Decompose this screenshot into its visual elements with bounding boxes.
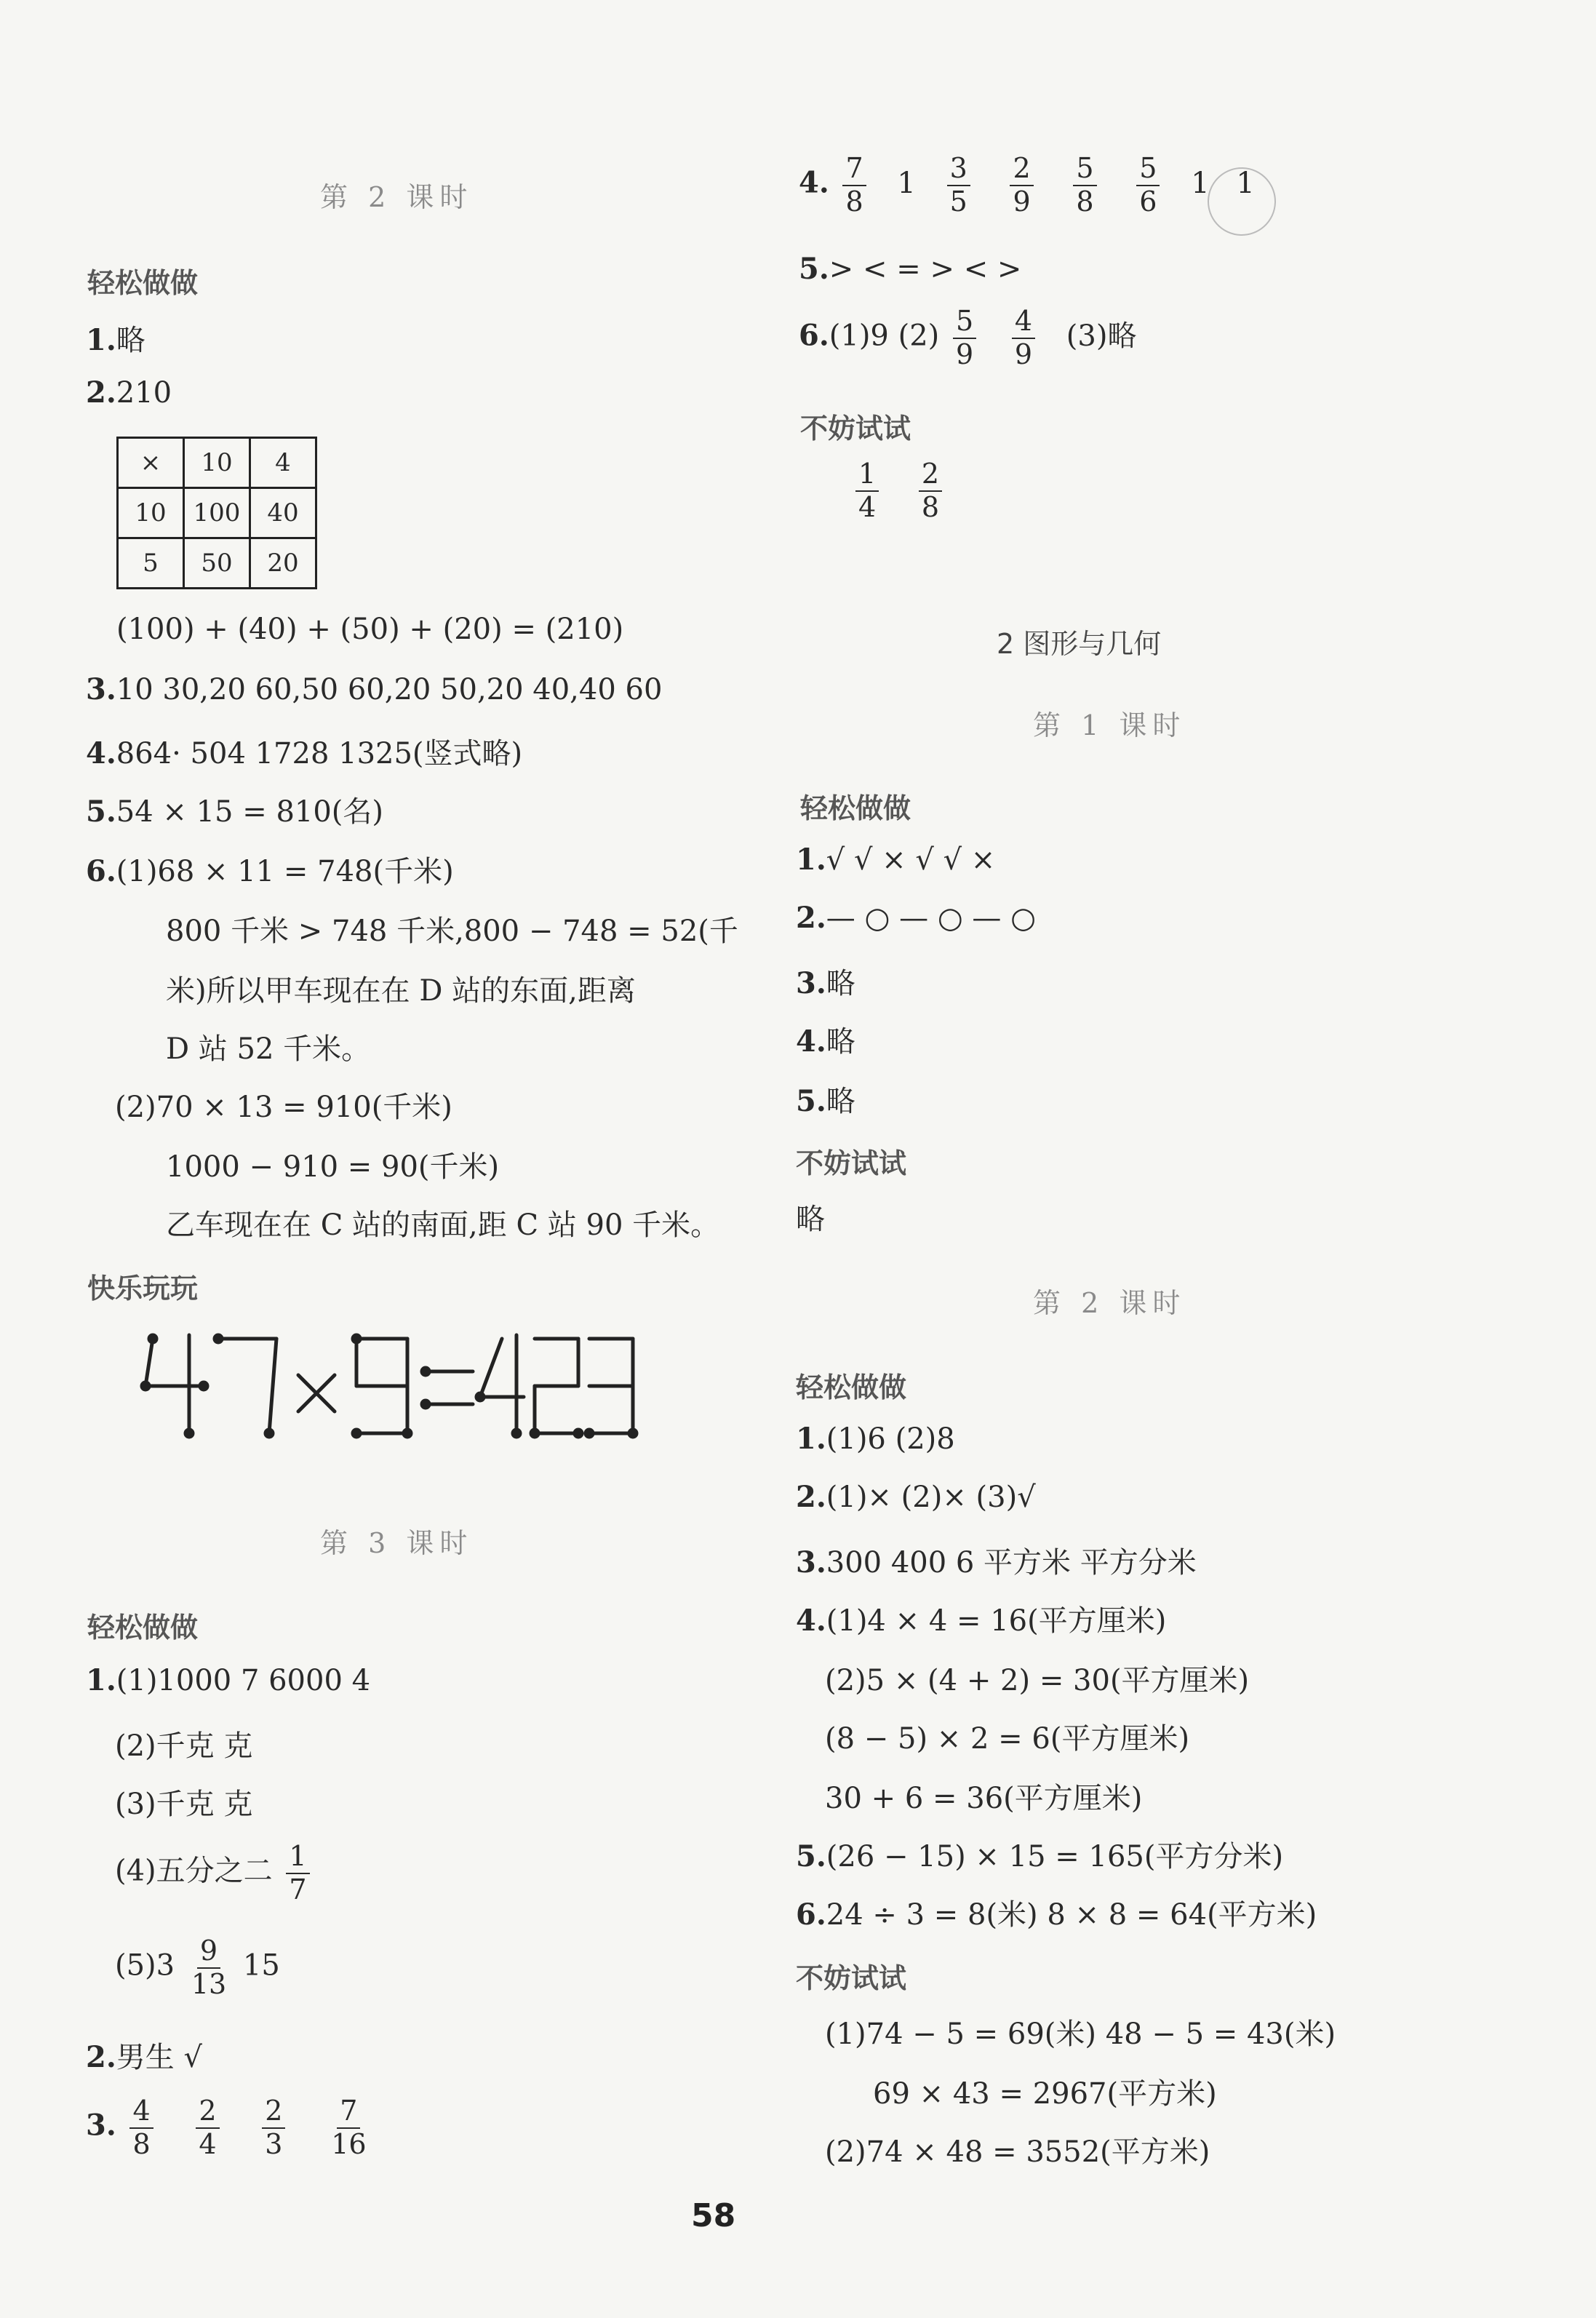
- table-row: 10 100 40: [118, 488, 316, 538]
- area-q4-line3: (8 − 5) × 2 = 6(平方厘米): [825, 1722, 1190, 1756]
- area-q4-line4: 30 + 6 = 36(平方厘米): [825, 1782, 1143, 1815]
- section-easy-practice-2: 轻松做做: [87, 1612, 199, 1644]
- table-row: 5 50 20: [118, 538, 316, 589]
- lesson3-answer-q1-5: (5)3 $\frac{9}{13}$ 15: [115, 1935, 280, 2000]
- lesson-2b-title: 第 2 课时: [1033, 1287, 1186, 1319]
- fraction: $\frac{9}{13}$: [191, 1935, 227, 2000]
- area-q4-line2: (2)5 × (4 + 2) = 30(平方厘米): [825, 1664, 1250, 1697]
- answer-q6-line6: 1000 − 910 = 90(千米): [166, 1150, 500, 1184]
- fraction: $\frac{2}{9}$: [1010, 153, 1033, 218]
- fraction: $\frac{2}{4}$: [196, 2095, 219, 2160]
- answer-r-q4: 4. $\frac{7}{8}$ 1 $\frac{3}{5}$ $\frac{2}{9}$ $\frac{5}{8}$ $\frac{5}{6}$ 1 1: [799, 152, 1255, 218]
- section-easy-practice: 轻松做做: [87, 267, 199, 299]
- fraction: $\frac{1}{7}$: [286, 1841, 309, 1905]
- section-easy-practice-4: 轻松做做: [796, 1371, 907, 1403]
- fraction: $\frac{5}{9}$: [953, 306, 976, 370]
- answer-q6: 6.(1)68 × 11 = 748(千米): [86, 854, 454, 888]
- lesson3-answer-q1-3: (3)千克 克: [115, 1788, 253, 1821]
- answer-r-q5: 5.> < = > < >: [799, 252, 1022, 286]
- lesson3-answer-q1-2: (2)千克 克: [115, 1729, 253, 1763]
- section-try-it-3: 不妨试试: [796, 1962, 907, 1994]
- answer-q2: 2.210: [86, 375, 172, 410]
- area-q5: 5.(26 − 15) × 15 = 165(平方分米): [796, 1839, 1284, 1873]
- chapter-title: 2 图形与几何: [997, 628, 1162, 660]
- fraction: $\frac{4}{9}$: [1012, 306, 1035, 370]
- section-easy-practice-3: 轻松做做: [800, 792, 911, 824]
- try-area-line2: 69 × 43 = 2967(平方米): [873, 2077, 1217, 2111]
- try-area-line1: (1)74 − 5 = 69(米) 48 − 5 = 43(米): [825, 2018, 1336, 2051]
- section-try-it-2: 不妨试试: [796, 1147, 907, 1179]
- area-q1: 1.(1)6 (2)8: [796, 1422, 955, 1456]
- geometry-q4: 4.略: [796, 1024, 855, 1059]
- table-row: × 10 4: [118, 438, 316, 488]
- answer-q6-line3: 米)所以甲车现在在 D 站的东面,距离: [166, 974, 636, 1008]
- area-q6: 6.24 ÷ 3 = 8(米) 8 × 8 = 64(平方米): [796, 1897, 1317, 1932]
- geometry-q2: 2.— ○ — ○ — ○: [796, 901, 1037, 935]
- geometry-q3: 3.略: [796, 966, 855, 1000]
- fraction: $\frac{3}{5}$: [947, 153, 970, 218]
- multiplication-table: [116, 437, 317, 589]
- lesson-2-title: 第 2 课时: [320, 181, 474, 213]
- fraction: $\frac{2}{8}$: [919, 458, 942, 523]
- answer-r-q6: 6.(1)9 (2) $\frac{5}{9}$ $\frac{4}{9}$ (3)略: [799, 305, 1137, 370]
- answer-q6-line4: D 站 52 千米。: [166, 1032, 371, 1066]
- answer-q5: 5.54 × 15 = 810(名): [86, 794, 384, 829]
- fraction: $\frac{5}{6}$: [1136, 153, 1160, 218]
- matchstick-puzzle-figure: [138, 1324, 640, 1441]
- fraction: $\frac{2}{3}$: [262, 2095, 285, 2160]
- answer-q6-line5: (2)70 × 13 = 910(千米): [115, 1091, 452, 1124]
- answer-q4: 4.864· 504 1728 1325(竖式略): [86, 736, 523, 770]
- geometry-q1: 1.√ √ × √ √ ×: [796, 843, 996, 877]
- fraction: $\frac{1}{4}$: [855, 458, 879, 523]
- answer-q6-line2: 800 千米 > 748 千米,800 − 748 = 52(千: [166, 915, 738, 948]
- section-try-it: 不妨试试: [800, 413, 911, 445]
- page-number: 58: [691, 2197, 736, 2234]
- answer-q6-line7: 乙车现在在 C 站的南面,距 C 站 90 千米。: [166, 1208, 720, 1242]
- answer-q1: 1.略: [86, 323, 145, 357]
- lesson-1-title: 第 1 课时: [1033, 709, 1186, 741]
- try-fractions: [851, 458, 946, 523]
- section-happy-play: 快乐玩玩: [87, 1272, 199, 1305]
- area-q2: 2.(1)× (2)× (3)√: [796, 1480, 1036, 1514]
- lesson-3-title: 第 3 课时: [320, 1527, 474, 1559]
- lesson3-answer-q1: 1.(1)1000 7 6000 4: [86, 1663, 371, 1697]
- lesson3-answer-q2: 2.男生 √: [86, 2040, 202, 2074]
- area-q4: 4.(1)4 × 4 = 16(平方厘米): [796, 1604, 1167, 1638]
- geometry-q5: 5.略: [796, 1084, 855, 1118]
- lesson3-answer-q1-4: (4)五分之二 $\frac{1}{7}$: [115, 1841, 314, 1905]
- try-area-line3: (2)74 × 48 = 3552(平方米): [825, 2135, 1210, 2169]
- try-answer-2: 略: [796, 1203, 825, 1236]
- fraction: $\frac{4}{8}$: [129, 2095, 153, 2160]
- fraction: $\frac{7}{16}$: [331, 2095, 367, 2160]
- answer-q3: 3.10 30,20 60,50 60,20 50,20 40,40 60: [86, 672, 663, 706]
- lesson3-answer-q3: 3. $\frac{4}{8}$ $\frac{2}{4}$ $\frac{2}{3}$ $\frac{7}{16}$: [86, 2095, 374, 2160]
- fraction: $\frac{7}{8}$: [842, 153, 866, 218]
- area-q3: 3.300 400 6 平方米 平方分米: [796, 1545, 1197, 1580]
- fraction: $\frac{5}{8}$: [1073, 153, 1096, 218]
- answer-q2-sum: (100) + (40) + (50) + (20) = (210): [116, 613, 624, 646]
